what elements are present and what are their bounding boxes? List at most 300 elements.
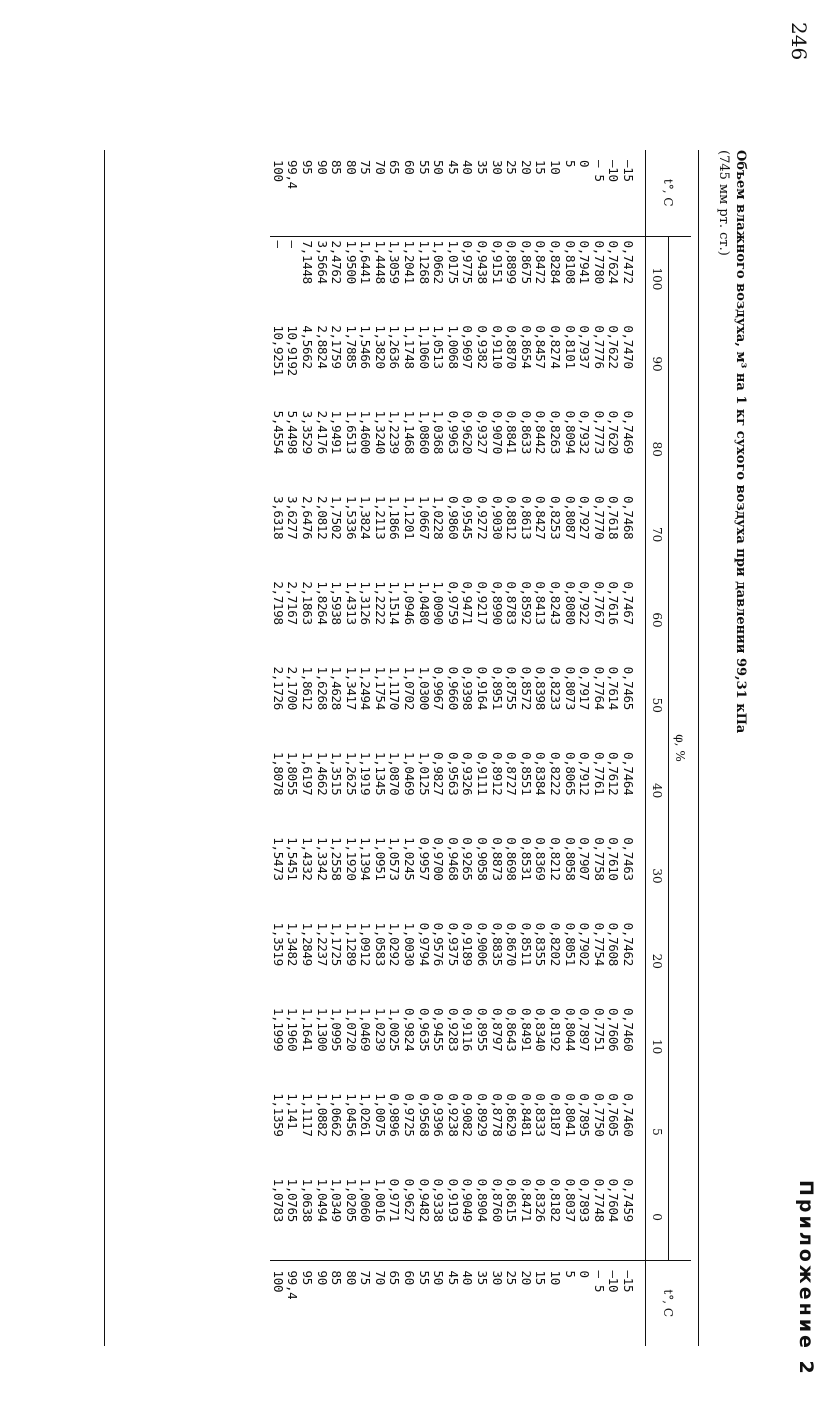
temperature-cell-left: 85	[329, 150, 344, 236]
volume-cell: 1,1060	[416, 325, 432, 369]
phi-column-header: 0	[646, 1175, 669, 1260]
volume-cell: 0,8051	[562, 922, 578, 966]
volume-cell: 1,2558	[329, 837, 345, 881]
volume-cell: 0,9193	[445, 1178, 461, 1222]
volume-cell: 0,9471	[460, 581, 476, 625]
temperature-cell-left: 15	[533, 150, 548, 236]
volume-cell: 0,7469	[621, 410, 636, 455]
volume-cell: 4,5662	[299, 325, 315, 369]
volume-cell: 1,2222	[372, 581, 388, 625]
volume-cell: 0,8087	[562, 495, 578, 540]
volume-cell: 1,0125	[416, 751, 432, 796]
volume-cell: 0,9283	[445, 1007, 461, 1052]
appendix-title: Приложение 2	[795, 1180, 817, 1377]
volume-cell: 1,0667	[416, 495, 432, 540]
table-row	[445, 150, 460, 1346]
volume-cell: 1,3059	[387, 240, 403, 284]
volume-cell: 0,7624	[606, 240, 622, 284]
volume-cell: 1,0995	[329, 1007, 345, 1052]
volume-cell: 1,0662	[329, 1093, 345, 1137]
volume-cell: 2,4762	[329, 240, 345, 284]
volume-cell: 1,3515	[329, 751, 345, 796]
temperature-cell-left: 55	[416, 150, 431, 236]
volume-cell: 1,5336	[343, 495, 359, 540]
table-row	[416, 150, 431, 1346]
volume-cell: 1,0469	[358, 1007, 374, 1052]
volume-cell: 1,0090	[431, 581, 447, 625]
volume-cell: 0,7764	[591, 666, 607, 710]
volume-cell: 0,8643	[504, 1007, 520, 1052]
table-container	[270, 150, 691, 1346]
volume-cell: 0,8812	[504, 495, 520, 540]
volume-cell: 0,7754	[591, 922, 607, 966]
volume-cell: 0,9455	[431, 1007, 447, 1052]
volume-cell: 0,8783	[504, 581, 520, 625]
volume-cell: 0,8243	[548, 581, 564, 625]
temperature-cell-right: 20	[518, 1260, 533, 1346]
volume-cell: 0,7902	[577, 922, 593, 966]
volume-cell: —	[285, 240, 301, 248]
volume-cell: 1,0720	[343, 1007, 359, 1052]
phi-column-header: 70	[646, 492, 669, 577]
volume-cell: 0,9545	[460, 495, 476, 540]
volume-cell: 1,8612	[299, 666, 315, 710]
volume-cell: 0,9759	[445, 581, 461, 625]
volume-cell: 0,9006	[475, 922, 491, 966]
volume-cell: 0,9326	[460, 751, 476, 796]
volume-cell: 0,7751	[591, 1007, 607, 1052]
volume-cell: 2,6476	[299, 495, 315, 540]
volume-cell: 0,9082	[460, 1093, 476, 1137]
volume-cell: 1,7885	[343, 325, 359, 369]
volume-cell: 0,8615	[504, 1178, 520, 1222]
volume-cell: 1,3820	[372, 325, 388, 369]
phi-column-header: 5	[646, 1089, 669, 1174]
volume-cell: 1,1201	[402, 495, 418, 540]
volume-cell: 0,8101	[562, 325, 578, 369]
volume-cell: 0,8355	[533, 922, 549, 966]
table-row	[504, 150, 519, 1346]
volume-cell: 0,9189	[460, 922, 476, 966]
volume-cell: 0,8951	[489, 666, 505, 710]
volume-cell: 0,8044	[562, 1007, 578, 1052]
temperature-cell-right: 5	[562, 1260, 577, 1346]
volume-cell: 1,2041	[402, 240, 418, 284]
volume-cell: 1,1866	[387, 495, 403, 540]
volume-cell: 0,7468	[621, 495, 636, 540]
volume-cell: 1,0030	[402, 922, 418, 966]
volume-cell: 0,9396	[431, 1093, 447, 1137]
volume-cell: 0,8481	[518, 1093, 534, 1137]
table-caption	[715, 150, 749, 733]
phi-column-header: 90	[646, 321, 669, 406]
volume-cell: 0,9627	[402, 1178, 418, 1222]
volume-cell: 1,8055	[285, 751, 301, 796]
phi-column-header: 60	[646, 577, 669, 662]
temperature-cell-right: 40	[460, 1260, 475, 1346]
volume-cell: 1,1170	[387, 666, 403, 710]
volume-cell: 0,8073	[562, 666, 578, 710]
temperature-cell-right: —15	[620, 1260, 645, 1346]
temperature-cell-right: 95	[299, 1260, 314, 1346]
volume-cell: 1,5938	[329, 581, 345, 625]
table-row	[343, 150, 358, 1346]
phi-column-header: 10	[646, 1004, 669, 1089]
volume-cell: 0,7907	[577, 837, 593, 881]
volume-cell: 1,1960	[285, 1007, 301, 1052]
volume-cell: 0,9058	[475, 837, 491, 881]
volume-cell: 0,9217	[475, 581, 491, 625]
volume-cell: 0,9164	[475, 666, 491, 710]
volume-cell: 0,9620	[460, 410, 476, 455]
volume-cell: 0,9957	[416, 837, 432, 881]
temperature-cell-left: 99,4	[285, 150, 300, 236]
volume-cell: 0,8187	[548, 1093, 564, 1137]
volume-cell: 0,8094	[562, 410, 578, 455]
volume-cell: 1,6441	[358, 240, 374, 284]
volume-cell: 1,0870	[387, 751, 403, 796]
volume-cell: 0,9824	[402, 1007, 418, 1052]
table-row	[431, 150, 446, 1346]
volume-cell: 0,7937	[577, 325, 593, 369]
volume-cell: 0,8531	[518, 837, 534, 881]
volume-cell: 2,1759	[329, 325, 345, 369]
volume-cell: 0,8037	[562, 1178, 578, 1222]
volume-cell: —	[270, 240, 286, 248]
volume-cell: 0,8835	[489, 922, 505, 966]
temperature-cell-right: 15	[533, 1260, 548, 1346]
table-row	[387, 150, 402, 1346]
volume-cell: 0,7770	[591, 495, 607, 540]
table-row	[489, 150, 504, 1346]
caption-title: Объем влажного воздуха, м³ на 1 кг сухого воздуха при давлении 99,31 кПа	[733, 150, 748, 734]
volume-cell: 0,8990	[489, 581, 505, 625]
humid-air-volume-table	[270, 150, 691, 1346]
volume-cell: 0,8080	[562, 581, 578, 625]
volume-cell: 1,1725	[329, 922, 345, 966]
volume-cell: 1,2625	[343, 751, 359, 796]
temperature-cell-right: 35	[474, 1260, 489, 1346]
volume-cell: 0,7608	[606, 922, 622, 966]
volume-cell: 1,0513	[431, 325, 447, 369]
volume-cell: 0,9110	[489, 325, 505, 369]
temperature-cell-left: 10	[547, 150, 562, 236]
table-row	[460, 150, 475, 1346]
volume-cell: 0,7465	[621, 666, 636, 710]
volume-cell: 1,4662	[314, 751, 330, 796]
volume-cell: 1,0480	[416, 581, 432, 625]
volume-cell: 0,7616	[606, 581, 622, 625]
phi-column-header: 100	[646, 236, 669, 321]
volume-cell: 1,1300	[314, 1007, 330, 1052]
volume-cell: 1,6197	[299, 751, 315, 796]
temperature-cell-right: 70	[372, 1260, 387, 1346]
phi-column-header: 40	[646, 748, 669, 833]
volume-cell: 0,8326	[533, 1178, 549, 1222]
table-row	[372, 150, 387, 1346]
volume-cell: 1,1920	[343, 837, 359, 881]
volume-cell: 0,7750	[591, 1093, 607, 1137]
volume-cell: 0,7463	[621, 837, 636, 881]
volume-cell: 1,1394	[358, 837, 374, 881]
volume-cell: 3,5664	[314, 240, 330, 284]
volume-cell: 1,0228	[431, 495, 447, 540]
volume-cell: 2,1863	[299, 581, 315, 625]
volume-cell: 0,8274	[548, 325, 564, 369]
volume-cell: 0,9635	[416, 1007, 432, 1052]
temperature-cell-left: 0	[577, 150, 592, 236]
volume-cell: 0,8284	[548, 240, 564, 284]
volume-cell: 0,7464	[621, 751, 636, 796]
volume-cell: 0,8340	[533, 1007, 549, 1052]
volume-cell: 5,4554	[270, 410, 286, 455]
volume-cell: 1,0702	[402, 666, 418, 710]
volume-cell: 0,7610	[606, 837, 622, 881]
volume-cell: 1,0349	[329, 1178, 345, 1222]
volume-cell: 0,9265	[460, 837, 476, 881]
volume-cell: 0,8633	[518, 410, 534, 455]
volume-cell: 1,1268	[416, 240, 432, 284]
volume-cell: 0,8551	[518, 751, 534, 796]
volume-cell: 1,1754	[372, 666, 388, 710]
volume-cell: 1,0068	[445, 325, 461, 369]
volume-cell: 0,7622	[606, 325, 622, 369]
volume-cell: 1,0662	[431, 240, 447, 284]
volume-cell: 0,9896	[387, 1093, 403, 1137]
volume-cell: 1,0860	[416, 410, 432, 455]
volume-cell: 1,0016	[372, 1178, 388, 1222]
temperature-cell-right: 75	[358, 1260, 373, 1346]
volume-cell: 0,9771	[387, 1178, 403, 1222]
volume-cell: 0,8613	[518, 495, 534, 540]
volume-cell: 2,7167	[285, 581, 301, 625]
volume-cell: 1,0765	[285, 1178, 301, 1222]
volume-cell: 0,9963	[445, 410, 461, 455]
volume-cell: 0,7748	[591, 1178, 607, 1222]
volume-cell: 1,2237	[314, 922, 330, 966]
volume-cell: 0,8873	[489, 837, 505, 881]
volume-cell: 10,9251	[270, 325, 286, 376]
volume-cell: 1,3342	[314, 837, 330, 881]
volume-cell: 0,9725	[402, 1093, 418, 1137]
volume-cell: 1,9500	[343, 240, 359, 284]
volume-cell: 0,7620	[606, 410, 622, 455]
volume-cell: 0,8592	[518, 581, 534, 625]
table-row	[314, 150, 329, 1346]
volume-cell: 1,0300	[416, 666, 432, 710]
table-bottom-rule	[104, 150, 105, 1346]
volume-cell: 0,8233	[548, 666, 564, 710]
volume-cell: 0,9398	[460, 666, 476, 710]
table-row	[270, 150, 285, 1346]
volume-cell: 1,0060	[358, 1178, 374, 1222]
temperature-cell-right: 45	[445, 1260, 460, 1346]
phi-column-header: 30	[646, 833, 669, 918]
temperature-cell-left: 45	[445, 150, 460, 236]
volume-cell: 0,9967	[431, 666, 447, 710]
volume-cell: 0,9576	[431, 922, 447, 966]
volume-cell: 1,0946	[402, 581, 418, 625]
volume-cell: 1,1468	[402, 410, 418, 455]
volume-cell: 0,7470	[621, 325, 636, 369]
volume-cell: 0,7941	[577, 240, 593, 284]
volume-cell: 0,7922	[577, 581, 593, 625]
temperature-cell-left: 30	[489, 150, 504, 236]
volume-cell: 1,0245	[402, 837, 418, 881]
volume-cell: 1,1117	[299, 1093, 315, 1137]
volume-cell: 0,9697	[460, 325, 476, 369]
temperature-cell-left: 5	[562, 150, 577, 236]
volume-cell: 1,141	[285, 1093, 301, 1130]
volume-cell: 0,7472	[621, 240, 636, 284]
volume-cell: 0,7460	[621, 1007, 636, 1052]
volume-cell: 0,9794	[416, 922, 432, 966]
volume-cell: 2,8824	[314, 325, 330, 369]
volume-cell: 1,3417	[343, 666, 359, 710]
volume-cell: 3,6318	[270, 495, 286, 540]
volume-cell: 1,0912	[358, 922, 374, 966]
volume-cell: 1,5466	[358, 325, 374, 369]
temperature-cell-right: 10	[547, 1260, 562, 1346]
volume-cell: 1,0205	[343, 1178, 359, 1222]
volume-cell: 1,1748	[402, 325, 418, 369]
volume-cell: 0,8058	[562, 837, 578, 881]
volume-cell: 0,9049	[460, 1178, 476, 1222]
temperature-cell-left: 70	[372, 150, 387, 236]
volume-cell: 1,0783	[270, 1178, 286, 1222]
volume-cell: 3,6277	[285, 495, 301, 540]
volume-cell: 1,0292	[387, 922, 403, 966]
phi-column-header: 80	[646, 407, 669, 492]
temperature-cell-left: 65	[387, 150, 402, 236]
temperature-cell-left: 90	[314, 150, 329, 236]
volume-cell: 1,6268	[314, 666, 330, 710]
volume-cell: 0,8955	[475, 1007, 491, 1052]
temperature-cell-right: 100	[270, 1260, 285, 1346]
temperature-cell-right: 25	[504, 1260, 519, 1346]
volume-cell: 0,8654	[518, 325, 534, 369]
temperature-cell-left: 100	[270, 150, 285, 236]
volume-cell: 0,7460	[621, 1093, 636, 1137]
volume-cell: 0,8727	[504, 751, 520, 796]
volume-cell: 0,8041	[562, 1093, 578, 1137]
volume-cell: 0,8755	[504, 666, 520, 710]
volume-cell: 0,7462	[621, 922, 636, 966]
volume-cell: 1,3126	[358, 581, 374, 625]
volume-cell: 0,8212	[548, 837, 564, 881]
volume-cell: 0,7776	[591, 325, 607, 369]
table-row	[620, 150, 645, 1346]
volume-cell: 1,3240	[372, 410, 388, 455]
volume-cell: 1,7502	[329, 495, 345, 540]
volume-cell: 1,9491	[329, 410, 345, 455]
volume-cell: 1,0456	[343, 1093, 359, 1137]
volume-cell: 1,1999	[270, 1007, 286, 1052]
volume-cell: 0,8899	[504, 240, 520, 284]
volume-cell: 0,9338	[431, 1178, 447, 1222]
volume-cell: 0,7893	[577, 1178, 593, 1222]
volume-cell: 1,1289	[343, 922, 359, 966]
temperature-cell-left: —10	[606, 150, 621, 236]
volume-cell: 0,8929	[475, 1093, 491, 1137]
volume-cell: 0,7897	[577, 1007, 593, 1052]
volume-cell: 1,4313	[343, 581, 359, 625]
volume-cell: 0,9238	[445, 1093, 461, 1137]
volume-cell: 2,0812	[314, 495, 330, 540]
volume-cell: 0,7614	[606, 666, 622, 710]
volume-cell: 0,9482	[416, 1178, 432, 1222]
volume-cell: 0,7606	[606, 1007, 622, 1052]
temperature-cell-left: 20	[518, 150, 533, 236]
volume-cell: 1,3519	[270, 922, 286, 966]
volume-cell: 0,8222	[548, 751, 564, 796]
volume-cell: 1,0075	[372, 1093, 388, 1137]
volume-cell: 0,7927	[577, 495, 593, 540]
volume-cell: 0,9070	[489, 410, 505, 455]
page-number: 246	[787, 22, 811, 61]
temperature-cell-left: 40	[460, 150, 475, 236]
volume-cell: 0,9568	[416, 1093, 432, 1137]
volume-cell: 0,8572	[518, 666, 534, 710]
temperature-cell-right: 85	[329, 1260, 344, 1346]
temperature-cell-left: — 5	[591, 150, 606, 236]
volume-cell: 0,9116	[460, 1007, 476, 1052]
table-row	[533, 150, 548, 1346]
volume-cell: 0,8698	[504, 837, 520, 881]
volume-cell: 0,8369	[533, 837, 549, 881]
volume-cell: 0,9030	[489, 495, 505, 540]
temperature-cell-left: 50	[431, 150, 446, 236]
volume-cell: 0,9111	[475, 751, 491, 796]
volume-cell: 1,1919	[358, 751, 374, 796]
volume-cell: 0,8192	[548, 1007, 564, 1052]
volume-cell: 1,0469	[402, 751, 418, 796]
volume-cell: 0,8398	[533, 666, 549, 710]
volume-cell: 1,4448	[372, 240, 388, 284]
temperature-cell-right: —10	[606, 1260, 621, 1346]
volume-cell: 0,8413	[533, 581, 549, 625]
volume-cell: 1,0239	[372, 1007, 388, 1052]
volume-cell: 1,0261	[358, 1093, 374, 1137]
volume-cell: 1,0882	[314, 1093, 330, 1137]
volume-cell: 0,9827	[431, 751, 447, 796]
volume-cell: 0,8491	[518, 1007, 534, 1052]
volume-cell: 1,0025	[387, 1007, 403, 1052]
table-row	[358, 150, 373, 1346]
volume-cell: 1,2636	[387, 325, 403, 369]
volume-cell: 0,7932	[577, 410, 593, 455]
volume-cell: 1,1514	[387, 581, 403, 625]
volume-cell: 0,8202	[548, 922, 564, 966]
volume-cell: 7,1448	[299, 240, 315, 284]
volume-cell: 2,1726	[270, 666, 286, 710]
temperature-cell-right: 30	[489, 1260, 504, 1346]
volume-cell: 1,6513	[343, 410, 359, 455]
table-row	[547, 150, 562, 1346]
volume-cell: 0,9660	[445, 666, 461, 710]
temperature-cell-right: 80	[343, 1260, 358, 1346]
volume-cell: 1,1359	[270, 1093, 286, 1137]
phi-column-header: 50	[646, 663, 669, 748]
volume-cell: 0,8870	[504, 325, 520, 369]
volume-cell: 0,7618	[606, 495, 622, 540]
table-row	[577, 150, 592, 1346]
temperature-cell-right: 0	[577, 1260, 592, 1346]
temperature-cell-left: 35	[474, 150, 489, 236]
volume-cell: 0,9382	[475, 325, 491, 369]
volume-cell: 0,9327	[475, 410, 491, 455]
temperature-cell-left: 95	[299, 150, 314, 236]
